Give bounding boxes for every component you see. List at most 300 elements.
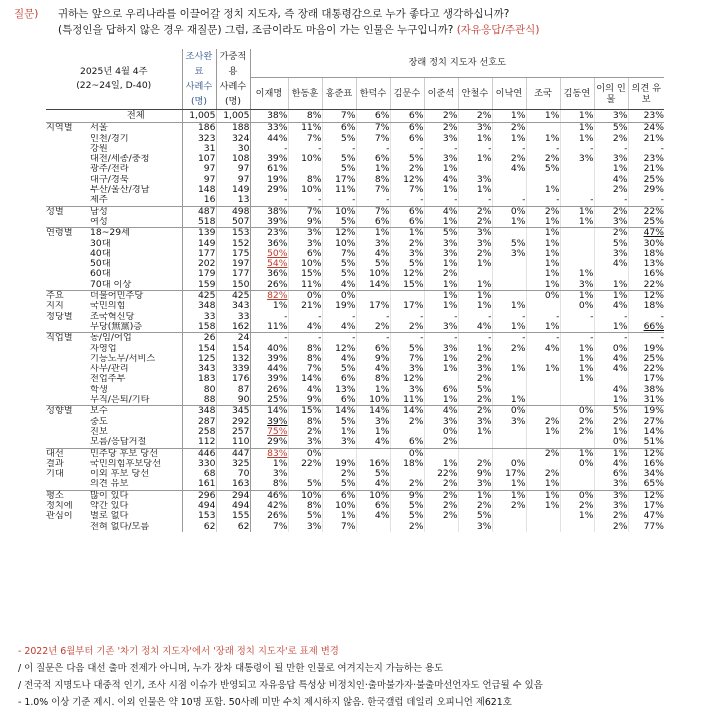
table-row [46,301,664,311]
cell-value: 3% [356,239,390,249]
candidate-header: 이재명 [250,78,288,110]
cell-value: - [356,333,390,344]
candidate-header: 의견 유보 [628,78,664,110]
row-raw-sample: 1,005 [182,110,216,123]
cell-value: - [250,144,288,154]
candidate-header: 한동훈 [288,78,322,110]
row-weighted-sample: 153 [216,228,250,239]
cell-value: 1% [560,123,594,134]
cell-value: 1% [458,259,492,269]
row-raw-sample: 487 [182,206,216,217]
cell-value: 3% [458,522,492,532]
cell-value: 22% [424,469,458,479]
cell-value [560,259,594,269]
row-raw-sample: 202 [182,259,216,269]
row-weighted-sample: 162 [216,322,250,333]
cell-value: 15% [288,406,322,417]
cell-value [492,448,526,459]
row-group-label [46,249,90,259]
cell-value: 4% [424,175,458,185]
cell-value: 1% [594,280,628,291]
cell-value: 3% [594,490,628,501]
cell-value: 7% [390,185,424,195]
row-label: 50대 [90,259,111,270]
cell-value: - [322,333,356,344]
cell-value: 1% [594,322,628,333]
cell-value: 1% [492,490,526,501]
cell-value: - [322,144,356,154]
cell-value: 38% [250,206,288,217]
cell-value: 2% [526,206,560,217]
cell-value: 2% [458,206,492,217]
cell-value: 10% [288,154,322,164]
table-row [46,374,664,384]
cell-value: 15% [390,280,424,291]
cell-value: 2% [526,448,560,459]
table-row [46,469,664,479]
cell-value: 4% [594,259,628,269]
row-label: 70대 이상 [90,280,182,291]
row-weighted-sample: 108 [216,154,250,164]
cell-value: 1% [356,164,390,174]
cell-value: 3% [560,154,594,164]
cell-value: 1% [250,301,288,311]
cell-value [492,280,526,291]
row-label: 광주/전라 [90,164,129,175]
cell-value [492,185,526,195]
cell-value: 2% [526,469,560,479]
cell-value: 1% [424,301,458,311]
cell-value: 4% [288,322,322,333]
cell-value: 1% [492,322,526,333]
cell-value: - [560,333,594,344]
cell-value: 3% [594,479,628,490]
cell-value: 2% [594,522,628,532]
row-weighted-sample: 163 [216,479,250,490]
cell-value: 0% [492,459,526,469]
row-group-label [46,175,90,185]
cell-value: 2% [458,374,492,384]
row-weighted-sample: 24 [216,333,250,344]
cell-value: 2% [390,164,424,174]
cell-value: 21% [628,134,664,144]
cell-value: 6% [390,437,424,448]
row-label: 별로 없다 [90,511,129,522]
cell-value: 14% [628,427,664,437]
row-raw-sample: 159 [182,280,216,291]
cell-value: 5% [594,406,628,417]
cell-value: 1% [526,110,560,123]
row-label: 국민의힘후보당선 [90,458,162,469]
cell-value: 5% [458,385,492,395]
cell-value: 5% [322,417,356,427]
cell-value: 3% [424,322,458,333]
cell-value: 14% [356,280,390,291]
cell-value [560,175,594,185]
cell-value [560,522,594,532]
cell-value: - [458,333,492,344]
cell-value: 1% [594,164,628,174]
cell-value: 1% [458,134,492,144]
cell-value: 6% [322,395,356,406]
row-raw-sample: 258 [182,427,216,437]
row-group-label [46,154,90,164]
cell-value: 10% [288,185,322,195]
cell-value: 2% [458,406,492,417]
cell-value: 11% [390,395,424,406]
cell-value: - [250,195,288,206]
cell-value: 1% [526,185,560,195]
cell-value: 1% [560,374,594,384]
cell-value: 1% [560,134,594,144]
cell-value: 19% [250,175,288,185]
cell-value: 8% [356,175,390,185]
row-group-label: 직업별 [46,332,73,344]
row-raw-sample: 183 [182,374,216,384]
row-label: 모름/응답거절 [90,437,182,448]
cell-value: 31% [628,395,664,406]
row-label: 의견 유보 [90,479,182,490]
cell-value: 14% [390,406,424,417]
cell-value: 6% [424,385,458,395]
cell-value: 1% [322,427,356,437]
cell-value [356,448,390,459]
cell-value [560,395,594,406]
cell-value: 29% [250,185,288,195]
cell-value: 0% [526,291,560,302]
row-weighted-sample: 176 [216,374,250,384]
cell-value: - [390,144,424,154]
table-row [46,185,664,195]
cell-value: - [356,144,390,154]
cell-value: 8% [288,501,322,511]
cell-value [492,385,526,395]
row-weighted-sample: 1,005 [216,110,250,123]
table-row [46,344,664,354]
row-group-label [46,134,90,144]
table-row [46,217,664,228]
cell-value: 61% [250,164,288,174]
candidate-header: 홍준표 [322,78,356,110]
table-row [46,354,664,364]
row-raw-sample: 343 [182,364,216,374]
cell-value: 7% [390,354,424,364]
cell-value: 12% [628,448,664,459]
row-group-label [46,417,90,427]
cell-value: 16% [628,459,664,469]
cell-value [288,469,322,479]
cell-value: 0% [492,206,526,217]
cell-value: - [288,195,322,206]
cell-value: 14% [356,406,390,417]
cell-value [560,185,594,195]
cell-value: 3% [288,239,322,249]
cell-value: 4% [356,479,390,490]
cell-value: 7% [288,134,322,144]
cell-value: 1% [492,364,526,374]
cell-value: 9% [356,354,390,364]
cell-value: 2% [424,437,458,448]
cell-value: 1% [560,344,594,354]
cell-value: - [322,312,356,322]
cell-value [458,437,492,448]
cell-value: 17% [628,501,664,511]
cell-value: - [492,195,526,206]
cell-value [424,374,458,384]
cell-value: 2% [424,479,458,490]
cell-value: 2% [424,511,458,521]
cell-value: 39% [250,217,288,228]
candidate-header: 이의 인물 [594,78,628,110]
cell-value [288,164,322,174]
row-raw-sample: 186 [182,123,216,134]
cell-value [492,354,526,364]
cell-value: 6% [322,374,356,384]
cell-value: 19% [322,301,356,311]
cell-value [492,259,526,269]
row-group-label [46,217,90,228]
cell-value: 3% [594,249,628,259]
row-group-label: 성별 [46,206,64,217]
cell-value: 54% [250,259,288,269]
cell-value: - [458,144,492,154]
row-label: 부산/울산/경남 [90,185,150,196]
cell-value [356,522,390,532]
row-weighted-sample: 294 [216,490,250,501]
cell-value: 12% [628,291,664,302]
cell-value: 3% [424,344,458,354]
cell-value: 0% [560,490,594,501]
cell-value: 25% [628,217,664,228]
cell-value: 0% [390,448,424,459]
cell-value: 1% [526,364,560,374]
cell-value: 21% [288,301,322,311]
cell-value: 1% [526,479,560,490]
cell-value: - [492,312,526,322]
cell-value: 4% [356,511,390,521]
cell-value: - [492,333,526,344]
cell-value: 13% [322,385,356,395]
cell-value: 15% [288,269,322,279]
cell-value: - [560,195,594,206]
row-raw-sample: 149 [182,239,216,249]
cell-value: 4% [356,437,390,448]
cell-value: 3% [594,110,628,123]
row-group-label [46,269,90,279]
table-row [46,175,664,185]
cell-value: 12% [390,269,424,279]
cell-value: 17% [628,374,664,384]
cell-value: 2% [492,123,526,134]
row-label: 남성 [90,206,108,217]
row-group-label: 지역별 [46,122,73,134]
table-row [46,134,664,144]
cell-value: 5% [594,239,628,249]
table-row [46,406,664,417]
cell-value [560,479,594,490]
cell-value: 11% [288,280,322,291]
row-weighted-sample: 155 [216,511,250,521]
cell-value: 5% [322,269,356,279]
cell-value: 10% [356,490,390,501]
cell-value: 7% [356,123,390,134]
cell-value [526,374,560,384]
footnotes [18,643,718,711]
row-group-label: 주요 [46,290,64,302]
cell-value: - [526,333,560,344]
cell-value: 5% [356,469,390,479]
cell-value: 1% [526,269,560,279]
cell-value: 6% [390,206,424,217]
cell-value [526,354,560,364]
cell-value: 11% [322,185,356,195]
cell-value: 11% [250,322,288,333]
row-group-label [46,280,90,291]
cell-value: 26% [250,280,288,291]
cell-value: - [628,195,664,206]
row-raw-sample: 518 [182,217,216,228]
cell-value [594,269,628,279]
cell-value [492,437,526,448]
cell-value: 4% [526,344,560,354]
cell-value: 16% [356,459,390,469]
cell-value: 1% [458,301,492,311]
row-raw-sample: 125 [182,354,216,364]
candidate-header: 조국 [526,78,560,110]
cell-value: 2% [424,123,458,134]
table-row [46,427,664,437]
cell-value: 38% [628,385,664,395]
row-raw-sample: 148 [182,185,216,195]
row-label: 대전/세종/충청 [90,154,150,165]
cell-value: - [458,312,492,322]
row-raw-sample: 161 [182,479,216,490]
cell-value: 4% [424,406,458,417]
cell-value: 2% [458,110,492,123]
row-raw-sample: 177 [182,249,216,259]
row-label: 대구/경북 [90,174,129,185]
cell-value: 2% [458,217,492,228]
cell-value: 5% [322,154,356,164]
cell-value: 7% [250,522,288,532]
cell-value: 1% [594,448,628,459]
cell-value: 1% [492,110,526,123]
row-label: 인천/경기 [90,133,129,144]
footnote-3: / 전국적 지명도나 대중적 인기, 조사 시점 이슈가 반영되고 자유응답 특성상 비정치인·출마불가자·불출마선언자도 언급될 수 있음 [18,680,543,691]
cell-value: - [250,312,288,322]
row-label: 30대 [90,238,111,249]
row-weighted-sample: 132 [216,354,250,364]
cell-value [594,374,628,384]
row-group-label [46,195,90,206]
cell-value: 1% [458,490,492,501]
cell-value: 8% [288,354,322,364]
cell-value: 1% [526,322,560,333]
row-label: 자영업 [90,343,117,354]
cell-value: 6% [390,123,424,134]
row-raw-sample: 139 [182,228,216,239]
table-row [46,195,664,206]
row-weighted-sample: 177 [216,269,250,279]
cell-value: 5% [322,164,356,174]
row-group-label [46,239,90,249]
row-weighted-sample: 110 [216,437,250,448]
cell-value: 25% [628,175,664,185]
cell-value: 1% [424,354,458,364]
row-weighted-sample: 150 [216,280,250,291]
cell-value: 1% [492,217,526,228]
cell-value: 2% [526,154,560,164]
cell-value: 2% [492,344,526,354]
cell-value: 2% [594,134,628,144]
cell-value: 4% [594,354,628,364]
row-weighted-sample: 325 [216,459,250,469]
cell-value [458,448,492,459]
table-row [46,154,664,164]
footnote-2: / 이 질문은 다음 대선 출마 전제가 아니며, 누가 장차 대통령이 될 만한 인물로 여겨지는지 가늠하는 용도 [18,663,444,674]
cell-value: 34% [628,469,664,479]
cell-value: - [560,312,594,322]
cell-value: 24% [628,123,664,134]
cell-value: 6% [594,469,628,479]
table-row [46,164,664,174]
row-weighted-sample: 188 [216,123,250,134]
cell-value: 5% [322,259,356,269]
cell-value: 40% [250,344,288,354]
survey-date: 2025년 4월 4주 [79,66,148,77]
row-raw-sample: 33 [182,312,216,322]
cell-value: 1% [560,354,594,364]
cell-value: 66% [628,322,664,333]
cell-value: 26% [250,511,288,521]
cell-value [560,322,594,333]
cell-value: 0% [594,344,628,354]
cell-value: 29% [628,185,664,195]
cell-value: 9% [288,217,322,228]
cell-value: 3% [424,239,458,249]
cell-value: 83% [250,448,288,459]
cell-value: 13% [628,259,664,269]
cell-value: 1% [424,280,458,291]
cell-value: 1% [492,134,526,144]
row-raw-sample: 16 [182,195,216,206]
cell-value: 1% [424,364,458,374]
cell-value: 1% [560,511,594,521]
row-raw-sample: 97 [182,164,216,174]
row-group-label [46,354,90,364]
table-row [46,206,664,217]
row-weighted-sample: 33 [216,312,250,322]
question-line-2-tail: (자유응답/주관식) [456,24,540,36]
cell-value: - [390,312,424,322]
cell-value: 23% [250,228,288,239]
cell-value: 1% [526,490,560,501]
cell-value: 1% [594,427,628,437]
cell-value [458,269,492,279]
cell-value: 4% [594,459,628,469]
cell-value: 3% [250,469,288,479]
cell-value: 12% [322,228,356,239]
cell-value: 12% [628,490,664,501]
table-row [46,110,664,123]
cell-value: 1% [526,259,560,269]
cell-value: 1% [356,427,390,437]
cell-value: 1% [492,479,526,490]
cell-value: 5% [390,259,424,269]
cell-value: 8% [288,175,322,185]
cell-value: 2% [458,501,492,511]
cell-value: 17% [356,301,390,311]
